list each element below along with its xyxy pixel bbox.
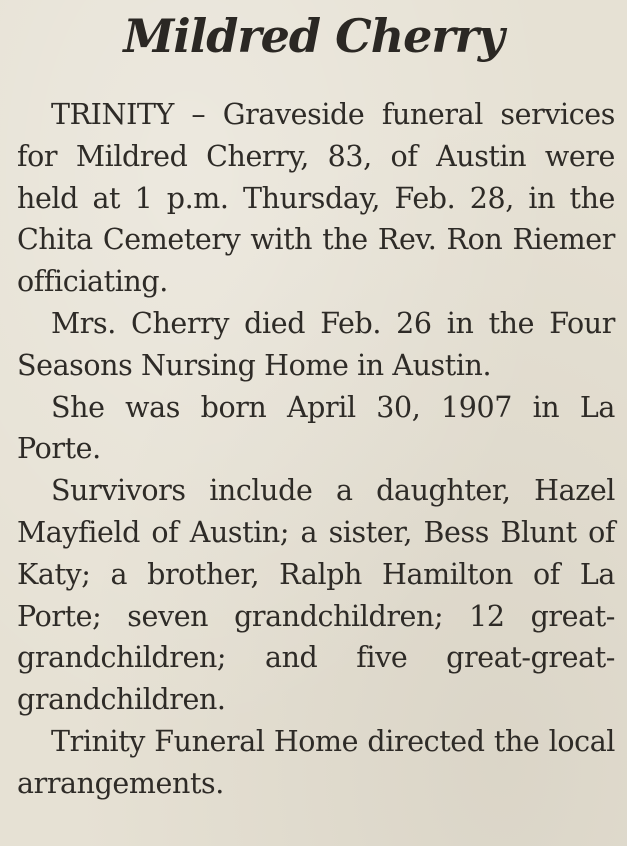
paragraph-birth: She was born April 30, 1907 in La Porte. (17, 390, 615, 466)
obituary-headline: Mildred Cherry (123, 9, 504, 63)
paragraph-services: TRINITY – Graveside funeral services for Mildred Cherry, 83, of Austin were held at 1 p.m. Thursday, Feb. 28, in the Chita Cemetery with the Rev. Ron Riemer officiating. (17, 98, 615, 299)
paragraph-arrangements: Trinity Funeral Home directed the local arrangements. (17, 724, 615, 800)
paragraph-death: Mrs. Cherry died Feb. 26 in the Four Seasons Nursing Home in Austin. (17, 306, 615, 382)
paragraph-survivors: Survivors include a daughter, Hazel Mayfield of Austin; a sister, Bess Blunt of Katy; a brother, Ralph Hamilton of La Porte; seven grandchildren; 12 great-grandchildren; and five great-great-grandchildren. (17, 474, 615, 717)
obituary-body (17, 94, 615, 805)
